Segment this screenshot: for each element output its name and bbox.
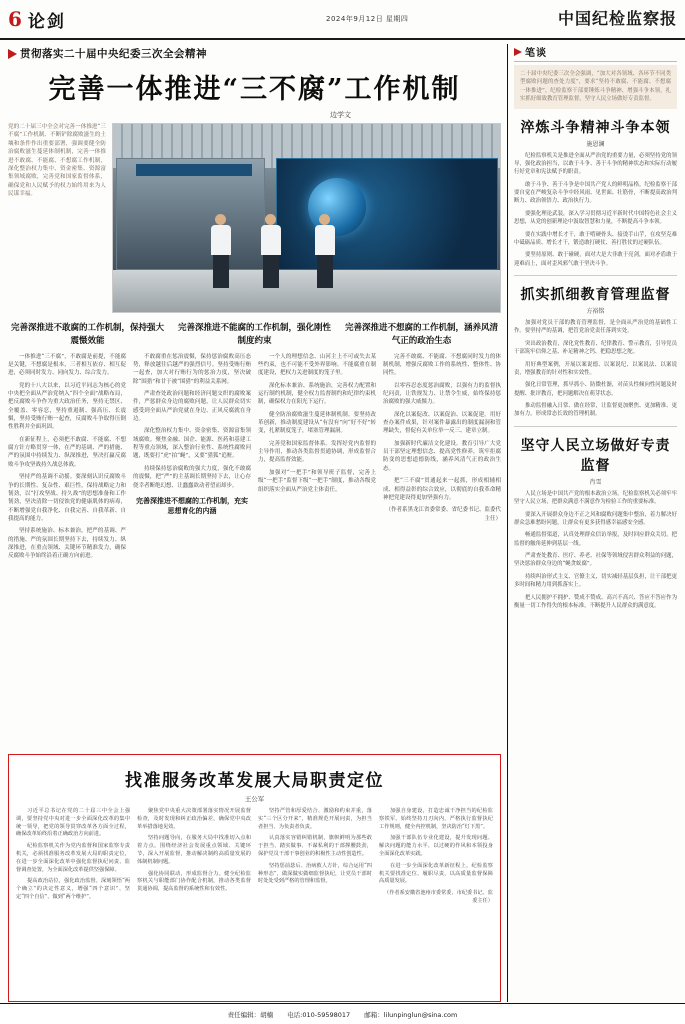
paragraph: 强化协同联动，形成监督合力。健全纪检监察机关与职能部门协作配合机制，推动各类监督贯通协调，提高监督的系统性和有效性。 bbox=[137, 870, 251, 893]
bitan-section-header bbox=[514, 44, 677, 62]
divider bbox=[514, 426, 677, 427]
paragraph: 坚持问题导向，在服务大局中找准切入点和着力点。围绕经济社会发展重点领域、关键环节，深入开展监督，推动解决制约高质量发展的体制机制问题。 bbox=[137, 835, 251, 865]
paragraph: 纪检监察机关是推进全面从严治党的重要力量，必须坚持党的领导，强化政治担当，以敢于斗争、善于斗争的精神状态和实际行动履行好党章和宪法赋予的职责。 bbox=[514, 152, 677, 176]
lead-byline: 边学文 bbox=[330, 111, 351, 119]
left-column bbox=[8, 44, 508, 1002]
article-signature: （作者系安徽省池州市委常委、市纪委书记、监委主任） bbox=[384, 890, 493, 904]
paragraph: 要在实践中增长才干，敢于啃硬骨头、接烫手山芋，在攻坚克难中砥砺品质、增长才干，锻造敢打硬仗、善打胜仗的过硬队伍。 bbox=[514, 231, 677, 246]
subheadline: 完善深推进不想腐的工作机制，涵养风清气正的政治生态 bbox=[344, 323, 498, 346]
right-column bbox=[508, 44, 677, 1002]
lead-article-columns bbox=[8, 353, 501, 565]
subheadline-row bbox=[8, 322, 501, 348]
paragraph: 持续保持惩治腐败的强大力度，强化不敢腐的震慑，把“严”的主基调长期坚持下去，让心存侥幸者断绝幻想、让蠢蠢欲动者望而却步。 bbox=[133, 465, 251, 489]
flag-icon bbox=[514, 48, 522, 56]
photo-floor bbox=[113, 270, 500, 312]
highlighted-article-box bbox=[8, 754, 501, 1002]
article-column bbox=[137, 808, 251, 910]
paragraph: 持续纠治形式主义、官僚主义，切实减轻基层负担，让干部把更多时间和精力用到抓落实上。 bbox=[514, 573, 677, 589]
bitan-byline: 方裕铭 bbox=[586, 308, 605, 315]
photo-person bbox=[314, 214, 336, 288]
paragraph: 用好典型案例，开展以案说德、以案说纪、以案说法、以案说责，增强教育的针对性和实效性。 bbox=[514, 361, 677, 376]
lead-intro: 党的二十届三中全会对完善一体推进“三不腐”工作机制、不断铲除腐败滋生的土壤和条件作出重要部署，强调要健全防治腐败滋生蔓延体制机制，完善一体推进不敢腐、不能腐、不想腐工作机制，深化整治权力集中、资金密集、资源富集领域腐败，完善党和国家监督体系，确保党和人民赋予的权力始终用来为人民谋幸福。 bbox=[8, 124, 106, 198]
paragraph: 深化以案促改、以案促治、以案促建。用好查办案件成果，针对案件暴露出的制度漏洞和管理缺失，督促有关单位举一反三、建章立制。 bbox=[383, 411, 501, 435]
paragraph: 不敢腐重在惩治震慑，保持惩治腐败高压态势，释放越往后越严的强烈信号。坚持受贿行贿一起查，加大对行贿行为的惩治力度，坚决破除“围猎”和甘于被“围猎”的利益关系网。 bbox=[133, 353, 251, 385]
paragraph: 把人民拥护不拥护、赞成不赞成、高兴不高兴、答应不答应作为衡量一切工作得失的根本标准，不断提升人民群众的满意度。 bbox=[514, 594, 677, 609]
paragraph: 一个人的理想信念、山河主上不可或失去某些约束，也不可能不受外界影响。不能腐重在制度建设，把权力关进制度的笼子里。 bbox=[258, 353, 376, 377]
lead-photo bbox=[112, 123, 501, 313]
article-column bbox=[258, 353, 376, 565]
photo-person bbox=[260, 214, 282, 288]
paragraph: 坚持严的基调不动摇。要深刻认识反腐败斗争的长期性、复杂性、艰巨性，保持战略定力和韧劲，以“打攻坚战、持久战”的思想准备和工作韧劲，坚决清除一切侵蚀党的健康肌体的病毒，不断增强党自我净化、自我完善、自我革新、自我提高的能力。 bbox=[8, 474, 126, 522]
page-footer bbox=[0, 1003, 685, 1024]
bitan-body bbox=[514, 319, 677, 419]
lead-headline: 完善一体推进“三不腐”工作机制 bbox=[48, 74, 461, 105]
paragraph: 完善党和国家监督体系。发挥好党内监督的主导作用，推动各类监督贯通协调，形成监督合力，提高监督效能。 bbox=[258, 440, 376, 464]
photo-banner bbox=[136, 164, 252, 176]
bitan-article bbox=[514, 117, 677, 269]
inline-subheadline: 完善深推进不想腐的工作机制，充实思想育化的内涵 bbox=[136, 495, 248, 516]
divider bbox=[514, 275, 677, 276]
lead-kicker bbox=[8, 46, 501, 61]
page-number: 6 bbox=[8, 7, 22, 31]
article-column bbox=[8, 353, 126, 565]
paragraph: 在新征程上，必须把不敢腐、不能腐、不想腐方针方略贯穿一体，在严的基调、严的措施、严的氛围中持续发力、纵深推进，坚决打赢反腐败斗争攻坚战持久战总体战。 bbox=[8, 436, 126, 468]
publication-date: 2024年9月12日 星期四 bbox=[326, 15, 409, 23]
article-column bbox=[16, 808, 130, 910]
paragraph: 把“三不腐”贯通起来一起抓，形成相辅相成、相得益彰的综合效应，以彻底的自我革命精神把党建设得更加坚强有力。 bbox=[383, 478, 501, 501]
flag-icon bbox=[8, 49, 17, 59]
paragraph: 习近平总书记在党的二十届三中全会上强调，要坚持党中央对进一步全面深化改革的集中统一领导，把党的领导贯穿改革各方面全过程，确保改革始终沿着正确政治方向前进。 bbox=[16, 808, 130, 838]
paragraph: 坚持惩前毖后、治病救人方针，综合运用“四种形态”，做深做实做细监督执纪，让党员干部时时处处受到严格的管理和监督。 bbox=[258, 862, 372, 885]
paragraph: 严肃查处教育、医疗、养老、社保等领域侵害群众利益的问题，坚决惩治群众身边的“蝇贪蚁腐”。 bbox=[514, 553, 677, 568]
paragraph: 一体推进“三不腐”，不敢腐是前提，不能腐是关键，不想腐是根本，三者相互依存、相互促进，必须同时发力、同向发力、综合发力。 bbox=[8, 353, 126, 377]
paragraph: 在进一步全面深化改革新征程上，纪检监察机关要找准定位、履职尽责，以高质量监督保障高质量发展。 bbox=[379, 862, 493, 885]
footer-email: 邮箱：lilunpinglun@sina.com bbox=[364, 1010, 458, 1019]
bitan-byline: 肖雪 bbox=[589, 478, 602, 486]
footer-phone: 电话:010-59598017 bbox=[287, 1010, 351, 1019]
paragraph: 要强化理论武装，深入学习贯彻习近平新时代中国特色社会主义思想，从党的创新理论中汲取智慧和力量，不断提高斗争本领。 bbox=[514, 210, 677, 226]
bitan-byline: 施恩澜 bbox=[586, 140, 605, 148]
paragraph: 完善不敢腐、不能腐、不想腐同时发力的体制机制，增强反腐败工作的系统性、整体性、协同性。 bbox=[383, 353, 501, 377]
paragraph: 健全防治腐败滋生蔓延体制机制。要坚持改革创新，推动制度建设从“有没有”向“好不好”转变，扎紧制度笼子，堵塞管理漏洞。 bbox=[258, 411, 376, 435]
bitan-headline: 抓实抓细教育管理监督 bbox=[520, 287, 671, 303]
paragraph: 党的十八大以来，以习近平同志为核心的党中央把全面从严治党纳入“四个全面”战略布局，把反腐败斗争作为重大政治任务，坚持无禁区、全覆盖、零容忍，坚持重遏制、强高压、长震慑，坚持受贿行贿一起查，反腐败斗争取得压倒性胜利并全面巩固。 bbox=[8, 382, 126, 431]
bitan-header-label: 笔谈 bbox=[525, 48, 547, 59]
article-column bbox=[133, 353, 251, 565]
section-name: 论剑 bbox=[27, 11, 66, 32]
bitan-article bbox=[514, 284, 677, 419]
newspaper-logo: 中国纪检监察报 bbox=[557, 9, 677, 28]
article-column bbox=[379, 808, 493, 910]
article-column bbox=[258, 808, 372, 910]
boxed-article-columns bbox=[16, 808, 493, 910]
paragraph: 人民立场是中国共产党的根本政治立场。纪检监察机关必须牢牢坚守人民立场，把群众满意不满意作为检验工作的重要标准。 bbox=[514, 490, 677, 506]
subheadline: 完善深推进不能腐的工作机制，强化刚性制度约束 bbox=[177, 323, 331, 346]
bitan-intro: 二十届中央纪委三次全会强调，“加大对各领域、各环节不同类型腐败问题的查处力度”，要求“坚持不敢腐、不能腐、不想腐一体推进”。纪检监察干部要锤炼斗争精神、增强斗争本领，扎实抓好细致教育管理监督，坚守人民立场做好专责监督。 bbox=[514, 65, 677, 109]
paragraph: 敢于斗争、善于斗争是中国共产党人的鲜明品格。纪检监察干部要自觉在严峻复杂斗争中经风雨、见世面、壮筋骨，不断提高政治判断力、政治领悟力、政治执行力。 bbox=[514, 181, 677, 205]
paragraph: 以零容忍态度惩治腐败，以强有力的监督执纪问责，让铁规发力、让禁令生威，始终保持惩治腐败的强大威慑力。 bbox=[383, 382, 501, 406]
lead-kicker-text: 贯彻落实二十届中央纪委三次全会精神 bbox=[20, 48, 207, 60]
bitan-article bbox=[514, 435, 677, 611]
paragraph: 加强对“一把手”和领导班子监督，完善上级“一把手”监督下级“一把手”制度，推动各级党组织落实全面从严治党主体责任。 bbox=[258, 469, 376, 493]
page-body bbox=[0, 40, 685, 1002]
paragraph: 要深入开展群众身边不正之风和腐败问题集中整治，着力解决好群众急难愁盼问题，让群众有更多获得感幸福感安全感。 bbox=[514, 511, 677, 526]
paragraph: 加强新时代廉洁文化建设。教育引导广大党员干部坚定理想信念、提高党性修养，筑牢拒腐防变的思想道德防线，涵养风清气正的政治生态。 bbox=[383, 440, 501, 472]
paragraph: 纪检监察机关作为党内监督和国家监察专责机关，必须找准服务改革发展大局的职责定位，在进一步全面深化改革中强化监督执纪问责、监督调查处置，为全面深化改革提供坚强保障。 bbox=[16, 843, 130, 873]
paragraph: 认真落实容错纠错机制，旗帜鲜明为那些敢于担当、踏实做事、不谋私利的干部撑腰鼓劲，保护党员干部干事创业的积极性主动性创造性。 bbox=[258, 835, 372, 857]
boxed-byline: 王公军 bbox=[244, 795, 265, 803]
paragraph: 强化日常管理，抓早抓小、防微杜渐，对苗头性倾向性问题及时提醒、批评教育，把问题解决在萌芽状态。 bbox=[514, 382, 677, 397]
article-signature: （作者系黑龙江省委常委、省纪委书记、监委代主任） bbox=[385, 507, 501, 522]
paragraph: 深化标本兼治、系统施治，完善权力配置和运行制约机制，健全权力监督制约和纪律约束机制，确保权力在阳光下运行。 bbox=[258, 382, 376, 406]
paragraph: 加强干部队伍专业化建设，提升发现问题、解决问题的能力水平，以过硬的作风和本领投身全面深化改革实践。 bbox=[379, 835, 493, 857]
paragraph: 严肃查处政治问题和经济问题交织的腐败案件，严惩群众身边的腐败问题，让人民群众切实感受到全面从严治党就在身边、正风反腐就在身边。 bbox=[133, 390, 251, 423]
article-column bbox=[383, 353, 501, 565]
paragraph: 加强对党员干部的教育管理监督，是全面从严治党的基础性工作。要坚持严的基调，把管党治党责任落到实处。 bbox=[514, 320, 677, 335]
bitan-body bbox=[514, 490, 677, 611]
bitan-headline: 淬炼斗争精神斗争本领 bbox=[520, 119, 671, 136]
paragraph: 坚持系统施治、标本兼治，把严的基调、严的措施、严的氛围长期坚持下去，持续发力、纵深推进，在重点领域、关键环节精准发力，确保反腐败斗争始终沿着正确方向前进。 bbox=[8, 528, 126, 560]
bitan-body bbox=[514, 152, 677, 269]
bitan-headline: 坚守人民立场做好专责监督 bbox=[520, 437, 671, 474]
paragraph: 突出政治教育，深化党性教育、纪律教育、警示教育，引导党员干部筑牢信仰之基、补足精神之钙、把稳思想之舵。 bbox=[514, 340, 677, 356]
masthead bbox=[0, 0, 685, 40]
subheadline: 完善深推进不敢腐的工作机制，保持强大震慑效能 bbox=[10, 323, 164, 346]
paragraph: 加强自身建设，打造忠诚干净担当的纪检监察铁军。始终坚持刀刃向内，严格执行监督执纪工作规则，健全内控机制，坚决防治“灯下黑”。 bbox=[379, 808, 493, 830]
footer-editor: 责任编辑：胡楠 bbox=[227, 1010, 274, 1019]
lead-row bbox=[8, 123, 501, 313]
paragraph: 坚持严管和厚爱结合、激励和约束并重，落实“三个区分开来”，精准规范开展问责，为担当者担当、为负责者负责。 bbox=[258, 808, 372, 830]
paragraph: 推动监督融入日常、做在经常，让监督更加聚焦、更加精准、更加有力，形成常态长效的管理机制。 bbox=[514, 403, 677, 418]
boxed-headline: 找准服务改革发展大局职责定位 bbox=[125, 771, 384, 791]
paragraph: 要坚持原则、敢于碰硬，面对大是大非敢于亮剑，面对矛盾敢于迎难而上，面对歪风邪气敢于坚决斗争。 bbox=[514, 252, 677, 267]
paragraph: 畅通监督渠道，认真处理群众信访举报，及时回应群众关切，把监督的触角延伸到基层一线。 bbox=[514, 532, 677, 547]
paragraph: 聚焦党中央重大决策部署落实情况开展监督检查，及时发现和纠正政治偏差，确保党中央改革举措落地见效。 bbox=[137, 808, 251, 830]
paragraph: 提高政治站位，强化政治监督。深刻领悟“两个确立”的决定性意义，增强“四个意识”、坚定“四个自信”、做到“两个维护”。 bbox=[16, 878, 130, 900]
paragraph: 深化整治权力集中、资金密集、资源富集领域腐败。聚焦金融、国企、能源、医药和基建工程等重点领域，深入整治行业性、系统性腐败问题，既要打“虎”拍“蝇”，又要“猎狐”追赃。 bbox=[133, 428, 251, 460]
photo-person bbox=[210, 214, 232, 288]
